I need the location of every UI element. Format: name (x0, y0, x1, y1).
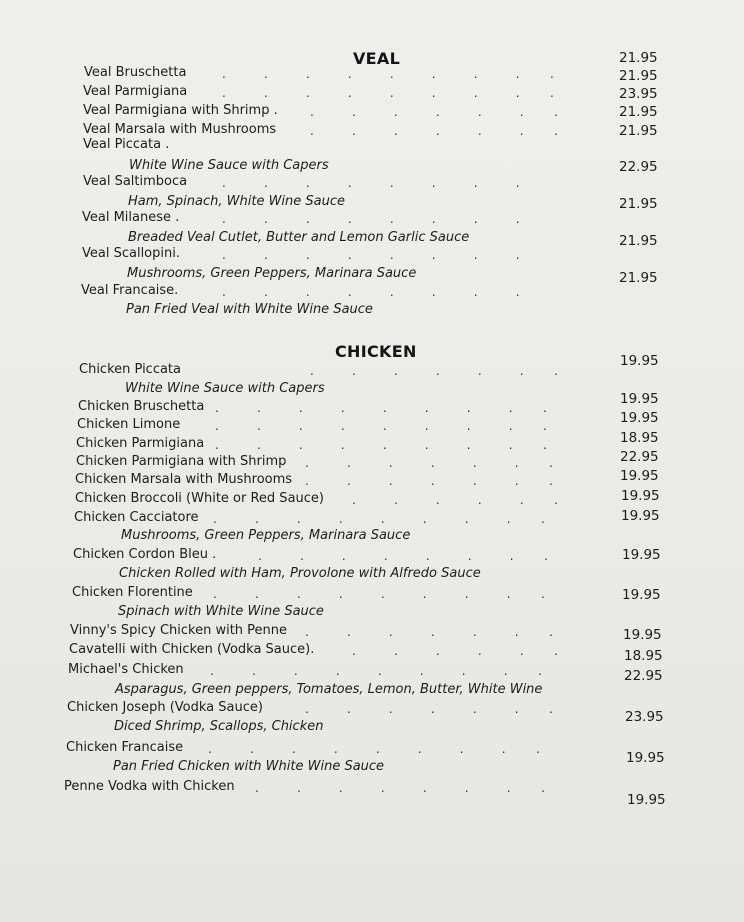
dot-leader: . . . . . . . . . (213, 512, 545, 526)
veal-milanese-desc: Breaded Veal Cutlet, Butter and Lemon Garlic Sauce (128, 230, 470, 245)
chicken-price: 19.95 (621, 488, 660, 504)
chicken-francaise-name: Chicken Francaise (66, 740, 184, 755)
chicken-price: 22.95 (624, 668, 663, 684)
veal-saltimboca-desc: Ham, Spinach, White Wine Sauce (128, 194, 346, 209)
dot-leader: . . . . . . (352, 493, 558, 507)
dot-leader: . . . . . . . . (222, 285, 520, 299)
chicken-price: 19.95 (622, 587, 661, 603)
chicken-price: 19.95 (620, 391, 659, 407)
chicken-price: 22.95 (620, 449, 659, 465)
dot-leader: . . . . . . . . . (213, 587, 545, 601)
veal-price: 21.95 (619, 50, 658, 66)
cavatelli-chicken-name: Cavatelli with Chicken (Vodka Sauce). (69, 642, 315, 657)
chicken-cacciatore-desc: Mushrooms, Green Peppers, Marinara Sauce (121, 528, 411, 543)
dot-leader: . . . . . . . . . (210, 664, 542, 678)
chicken-cordon-bleu-name: Chicken Cordon Bleu . (73, 547, 217, 562)
veal-francaise-name: Veal Francaise. (81, 283, 179, 298)
dot-leader: . . . . . . . . . (208, 742, 540, 756)
dot-leader: . . . . . . . . (222, 212, 520, 226)
veal-price: 21.95 (619, 104, 658, 120)
veal-price: 21.95 (619, 233, 658, 249)
chicken-joseph-name: Chicken Joseph (Vodka Sauce) (67, 700, 263, 715)
dot-leader: . . . . . . . . . (222, 67, 554, 81)
dot-leader: . . . . . . . . (255, 781, 545, 795)
penne-vodka-chicken-name: Penne Vodka with Chicken (64, 779, 235, 794)
dot-leader: . . . . . . . . (222, 176, 520, 190)
chicken-limone-name: Chicken Limone (77, 417, 181, 432)
veal-heading: VEAL (353, 49, 401, 68)
dot-leader: . . . . . . . . . (215, 401, 547, 415)
dot-leader: . . . . . . . (310, 364, 558, 378)
michaels-chicken-name: Michael's Chicken (68, 662, 184, 677)
chicken-heading: CHICKEN (335, 342, 417, 361)
chicken-price: 19.95 (621, 508, 660, 524)
veal-marsala-name: Veal Marsala with Mushrooms (83, 122, 277, 137)
dot-leader: . . . . . . (352, 644, 558, 658)
chicken-florentine-name: Chicken Florentine (72, 585, 193, 600)
veal-price: 22.95 (619, 159, 658, 175)
chicken-price: 19.95 (620, 468, 659, 484)
chicken-parmigiana-name: Chicken Parmigiana (76, 436, 205, 451)
dot-leader: . . . . . . . . . (222, 86, 554, 100)
dot-leader: . . . . . . . . (258, 549, 548, 563)
chicken-piccata-name: Chicken Piccata (79, 362, 182, 377)
veal-price: 21.95 (619, 196, 658, 212)
chicken-price: 18.95 (624, 648, 663, 664)
veal-piccata-name: Veal Piccata . (83, 137, 170, 152)
chicken-parmigiana-shrimp-name: Chicken Parmigiana with Shrimp (76, 454, 287, 469)
veal-parmigiana-name: Veal Parmigiana (83, 84, 188, 99)
veal-parmigiana-shrimp-name: Veal Parmigiana with Shrimp . (83, 103, 278, 118)
dot-leader: . . . . . . . (305, 625, 553, 639)
chicken-price: 18.95 (620, 430, 659, 446)
dot-leader: . . . . . . . (305, 702, 553, 716)
chicken-price: 19.95 (623, 627, 662, 643)
dot-leader: . . . . . . . (310, 124, 558, 138)
veal-piccata-desc: White Wine Sauce with Capers (129, 158, 329, 173)
chicken-cacciatore-name: Chicken Cacciatore (74, 510, 199, 525)
veal-price: 23.95 (619, 86, 658, 102)
dot-leader: . . . . . . . (305, 456, 553, 470)
dot-leader: . . . . . . . . (222, 248, 520, 262)
michaels-chicken-desc: Asparagus, Green peppers, Tomatoes, Lemon, Butter, White Wine (115, 682, 543, 697)
chicken-price: 19.95 (620, 353, 659, 369)
chicken-price: 19.95 (627, 792, 666, 808)
chicken-bruschetta-name: Chicken Bruschetta (78, 399, 205, 414)
chicken-marsala-name: Chicken Marsala with Mushrooms (75, 472, 293, 487)
veal-price: 21.95 (619, 270, 658, 286)
chicken-cordon-bleu-desc: Chicken Rolled with Ham, Provolone with Alfredo Sauce (119, 566, 481, 581)
chicken-florentine-desc: Spinach with White Wine Sauce (118, 604, 324, 619)
veal-saltimboca-name: Veal Saltimboca (83, 174, 188, 189)
veal-scallopini-name: Veal Scallopini. (82, 246, 180, 261)
dot-leader: . . . . . . . (305, 474, 553, 488)
chicken-price: 19.95 (622, 547, 661, 563)
chicken-price: 23.95 (625, 709, 664, 725)
chicken-price: 19.95 (620, 410, 659, 426)
chicken-price: 19.95 (626, 750, 665, 766)
veal-milanese-name: Veal Milanese . (82, 210, 180, 225)
chicken-piccata-desc: White Wine Sauce with Capers (125, 381, 325, 396)
chicken-broccoli-name: Chicken Broccoli (White or Red Sauce) (75, 491, 324, 506)
veal-bruschetta-name: Veal Bruschetta (84, 65, 187, 80)
dot-leader: . . . . . . . . . (215, 438, 547, 452)
dot-leader: . . . . . . . . . (215, 419, 547, 433)
dot-leader: . . . . . . . (310, 105, 558, 119)
veal-price: 21.95 (619, 123, 658, 139)
veal-scallopini-desc: Mushrooms, Green Peppers, Marinara Sauce (127, 266, 417, 281)
chicken-joseph-desc: Diced Shrimp, Scallops, Chicken (114, 719, 324, 734)
vinnys-spicy-chicken-name: Vinny's Spicy Chicken with Penne (70, 623, 288, 638)
chicken-francaise-desc: Pan Fried Chicken with White Wine Sauce (113, 759, 385, 774)
veal-francaise-desc: Pan Fried Veal with White Wine Sauce (126, 302, 373, 317)
veal-price: 21.95 (619, 68, 658, 84)
